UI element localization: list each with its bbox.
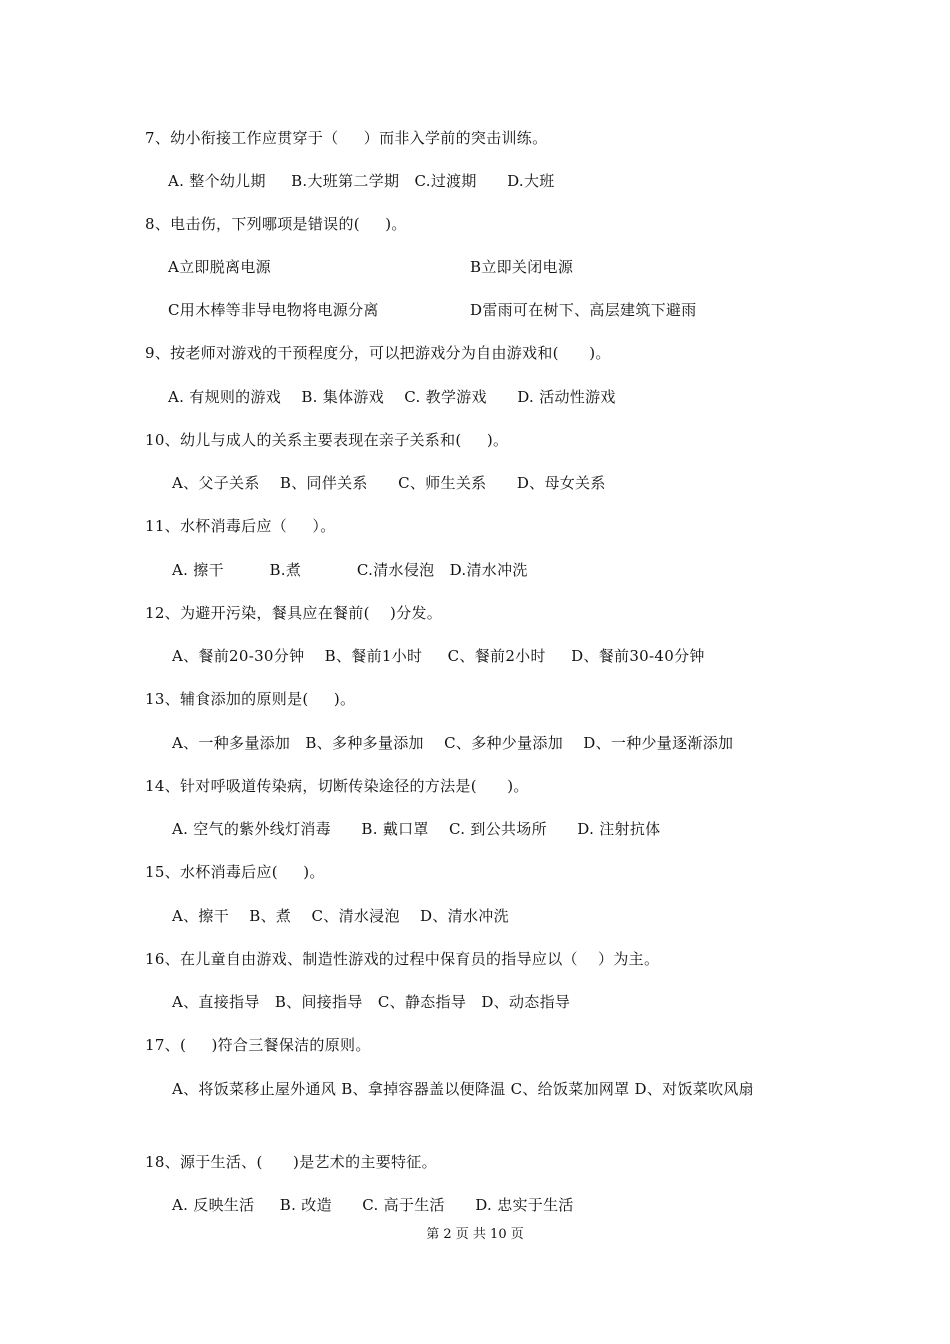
question-8-option-c: C用木棒等非导电物将电源分离 <box>168 301 379 319</box>
question-16-stem: 16、在儿童自由游戏、制造性游戏的过程中保育员的指导应以（ ）为主。 <box>145 950 660 968</box>
question-15-options: A、擦干 B、煮 C、清水浸泡 D、清水冲洗 <box>172 907 509 925</box>
question-11-options: A. 擦干 B.煮 C.清水侵泡 D.清水冲洗 <box>172 561 528 579</box>
question-13-stem: 13、辅食添加的原则是( )。 <box>145 690 356 708</box>
question-8-option-a: A立即脱离电源 <box>168 258 271 276</box>
question-7-stem: 7、幼小衔接工作应贯穿于（ ）而非入学前的突击训练。 <box>145 129 548 147</box>
question-12-stem: 12、为避开污染，餐具应在餐前( )分发。 <box>145 604 443 622</box>
question-8-option-b: B立即关闭电源 <box>470 258 574 276</box>
question-17-stem: 17、( )符合三餐保洁的原则。 <box>145 1036 371 1054</box>
question-13-options: A、一种多量添加 B、多种多量添加 C、多种少量添加 D、一种少量逐渐添加 <box>172 734 734 752</box>
question-7-options: A. 整个幼儿期 B.大班第二学期 C.过渡期 D.大班 <box>168 172 555 190</box>
question-15-stem: 15、水杯消毒后应( )。 <box>145 863 325 881</box>
question-18-stem: 18、源于生活、( )是艺术的主要特征。 <box>145 1153 437 1171</box>
question-9-stem: 9、按老师对游戏的干预程度分，可以把游戏分为自由游戏和( )。 <box>145 344 611 362</box>
question-10-options: A、父子关系 B、同伴关系 C、师生关系 D、母女关系 <box>172 474 606 492</box>
question-11-stem: 11、水杯消毒后应（ ）。 <box>145 517 336 535</box>
question-18-options: A. 反映生活 B. 改造 C. 高于生活 D. 忠实于生活 <box>172 1196 574 1214</box>
page-number-footer: 第 2 页 共 10 页 <box>426 1227 524 1242</box>
question-17-options: A、将饭菜移止屋外通风 B、拿掉容器盖以便降温 C、给饭菜加网罩 D、对饭菜吹风扇 <box>172 1080 754 1098</box>
question-10-stem: 10、幼儿与成人的关系主要表现在亲子关系和( )。 <box>145 431 509 449</box>
question-14-options: A. 空气的紫外线灯消毒 B. 戴口罩 C. 到公共场所 D. 注射抗体 <box>172 820 661 838</box>
question-8-stem: 8、电击伤，下列哪项是错误的( )。 <box>145 215 407 233</box>
question-9-options: A. 有规则的游戏 B. 集体游戏 C. 教学游戏 D. 活动性游戏 <box>168 388 616 406</box>
question-16-options: A、直接指导 B、间接指导 C、静态指导 D、动态指导 <box>172 993 571 1011</box>
question-12-options: A、餐前20-30分钟 B、餐前1小时 C、餐前2小时 D、餐前30-40分钟 <box>172 647 705 665</box>
question-14-stem: 14、针对呼吸道传染病，切断传染途径的方法是( )。 <box>145 777 529 795</box>
question-8-option-d: D雷雨可在树下、高层建筑下避雨 <box>470 301 697 319</box>
